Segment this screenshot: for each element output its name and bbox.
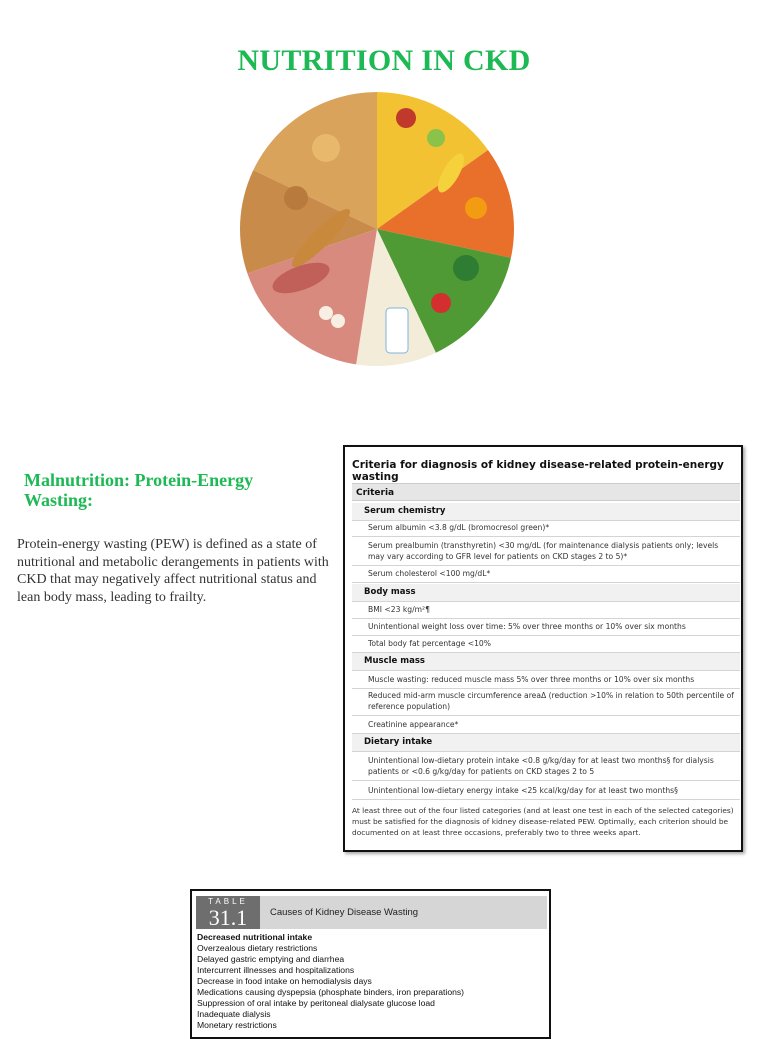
criteria-table: [343, 445, 743, 852]
causes-list: [197, 932, 464, 1031]
criteria-category: Body mass: [352, 584, 740, 602]
food-wheel-image: [236, 88, 518, 370]
cause-item: Delayed gastric emptying and diarrhea: [197, 954, 345, 964]
cause-item: Decreased nutritional intake: [197, 932, 313, 942]
table-label: TABLE: [208, 897, 248, 906]
criteria-item: Serum prealbumin (transthyretin) <30 mg/dL (for maintenance dialysis patients only; levels may vary according to GFR level for patients on CKD stages 2 to 5)*: [352, 537, 740, 566]
cause-item: Intercurrent illnesses and hospitalizations: [197, 965, 355, 975]
criteria-table-header: Criteria: [352, 483, 740, 501]
criteria-footnote: At least three out of the four listed categories (and at least one test in each of the selected categories) must be satisfied for the diagnosis of kidney disease-related PEW. Optimally, each criterion should be documented on at least three occasions, preferably two to three weeks apart.: [352, 806, 734, 837]
criteria-table-title: Criteria for diagnosis of kidney disease-related protein-energy wasting: [352, 459, 724, 483]
table-number: 31.1: [208, 905, 248, 930]
criteria-item: Total body fat percentage <10%: [352, 635, 740, 653]
criteria-item: BMI <23 kg/m²¶: [352, 601, 740, 619]
cause-item: Inadequate dialysis: [197, 1009, 271, 1019]
criteria-item: Serum cholesterol <100 mg/dL*: [352, 565, 740, 583]
criteria-item: Unintentional low-dietary energy intake <25 kcal/kg/day for at least two months§: [352, 782, 740, 800]
criteria-item: Unintentional weight loss over time: 5% over three months or 10% over six months: [352, 618, 740, 636]
section-heading: Malnutrition: Protein-Energy Wasting:: [24, 470, 254, 510]
causes-table-title: Causes of Kidney Disease Wasting: [270, 907, 419, 918]
section-paragraph: Protein-energy wasting (PEW) is defined as a state of nutritional and metabolic derangements in patients with CKD that may negatively affect nutritional status and lean body mass, leading to frailty.: [17, 537, 329, 605]
cause-item: Suppression of oral intake by peritoneal dialysate glucose load: [197, 998, 435, 1008]
criteria-category: Muscle mass: [352, 653, 740, 671]
cause-item: Overzealous dietary restrictions: [197, 943, 318, 953]
criteria-item: Creatinine appearance*: [352, 716, 740, 734]
criteria-item: Reduced mid-arm muscle circumference areaΔ (reduction >10% in relation to 50th percentile of reference population): [352, 687, 740, 716]
cause-item: Decrease in food intake on hemodialysis days: [197, 976, 372, 986]
criteria-category: Dietary intake: [352, 734, 740, 752]
criteria-item: Muscle wasting: reduced muscle mass 5% over three months or 10% over six months: [352, 671, 740, 689]
cause-item: Medications causing dyspepsia (phosphate binders, iron preparations): [197, 987, 465, 997]
criteria-item: Unintentional low-dietary protein intake <0.8 g/kg/day for at least two months§ for dialysis patients or <0.6 g/kg/day for patients on CKD stages 2 to 5: [352, 752, 740, 781]
criteria-item: Serum albumin <3.8 g/dL (bromocresol green)*: [352, 519, 740, 537]
page-title: NUTRITION IN CKD: [237, 44, 531, 77]
cause-item: Monetary restrictions: [197, 1020, 277, 1030]
table-number-badge: [196, 896, 260, 929]
causes-table: [190, 889, 551, 1039]
criteria-category: Serum chemistry: [352, 503, 740, 521]
